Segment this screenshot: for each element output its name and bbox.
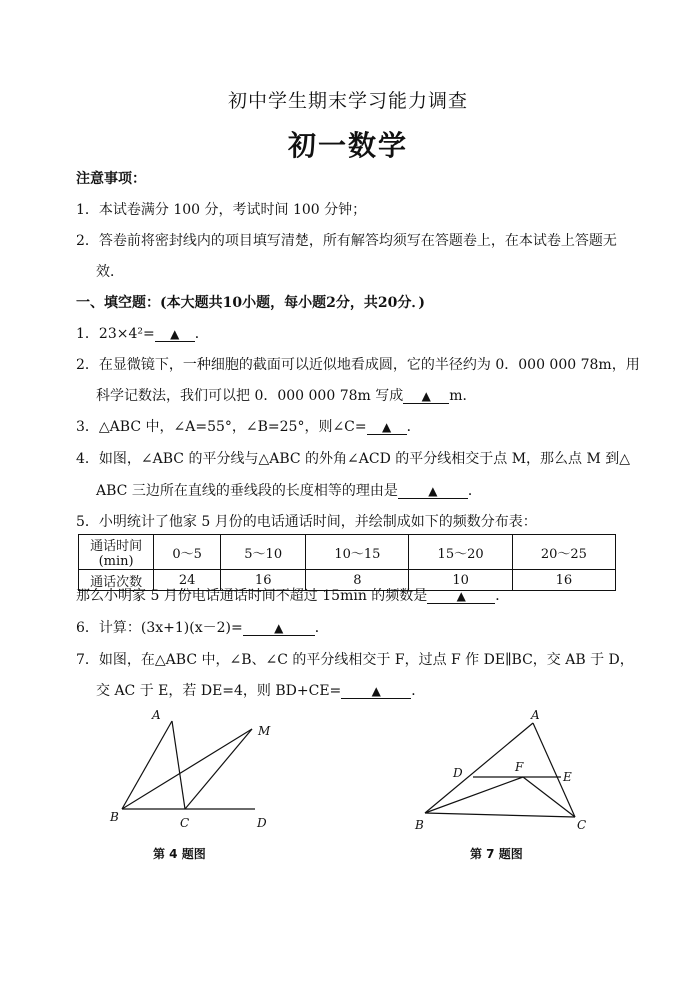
table-cell: 16 — [221, 570, 306, 591]
figure-7-caption: 第 7 题图 — [470, 847, 523, 861]
table-cell: 24 — [154, 570, 221, 591]
table-cell: 15～20 — [409, 535, 512, 570]
label-a: A — [152, 708, 161, 722]
question-4-end: ． — [467, 483, 482, 499]
question-6-end: ． — [314, 620, 329, 636]
question-6-text: 6．计算：(3x+1)(x－2)= — [76, 620, 243, 636]
label-m: M — [258, 724, 271, 738]
triangle-marker-icon: ▲ — [170, 327, 180, 341]
answer-blank-3 — [367, 420, 407, 435]
question-2-line-1: 2．在显微镜下，一种细胞的截面可以近似地看成圆，它的半径约为 0．000 000 78m，用 — [76, 357, 640, 373]
table-row — [79, 535, 616, 570]
label-a: A — [531, 708, 540, 722]
frequency-table — [78, 534, 616, 591]
question-6 — [76, 617, 329, 637]
notice-item-2-cont: 效． — [96, 264, 124, 280]
answer-blank-2 — [403, 389, 449, 404]
question-4-line-2 — [96, 480, 482, 500]
table-cell: 通话时间(min) — [79, 535, 154, 570]
question-4-text: ABC 三边所在直线的垂线段的长度相等的理由是 — [96, 483, 398, 499]
notice-item-1: 1．本试卷满分 100 分，考试时间 100 分钟； — [76, 202, 367, 218]
question-2-end: m． — [449, 388, 477, 404]
label-e: E — [563, 770, 572, 784]
label-b: B — [415, 818, 424, 832]
triangle-marker-icon: ▲ — [382, 420, 392, 434]
question-3 — [76, 416, 421, 436]
label-d: D — [453, 766, 463, 780]
triangle-marker-icon: ▲ — [428, 484, 438, 498]
figure-4-diagram — [100, 705, 290, 835]
triangle-marker-icon: ▲ — [421, 389, 431, 403]
question-3-end: ． — [406, 419, 421, 435]
segment-bf — [425, 777, 523, 813]
answer-blank-4 — [398, 484, 468, 499]
label-c: C — [180, 816, 190, 830]
question-5-line-2 — [76, 585, 509, 605]
segment-bm — [122, 729, 252, 809]
table-cell: 20～25 — [512, 535, 615, 570]
segment-ab — [122, 721, 172, 809]
label-d: D — [257, 816, 267, 830]
question-2-text: 科学记数法，我们可以把 0．000 000 78m 写成 — [96, 388, 404, 404]
exam-title: 初一数学 — [287, 129, 408, 162]
question-7-text: 交 AC 于 E，若 DE=4，则 BD+CE= — [96, 683, 342, 699]
segment-ac — [172, 721, 185, 809]
question-7-end: ． — [411, 683, 426, 699]
answer-blank-1 — [155, 327, 195, 342]
question-1 — [76, 323, 209, 343]
question-5-line-1: 5．小明统计了他家 5 月份的电话通话时间，并绘制成如下的频数分布表： — [76, 514, 537, 530]
question-4-line-1: 4．如图，∠ABC 的平分线与△ABC 的外角∠ACD 的平分线相交于点 M，那么点 M 到△ — [76, 451, 631, 467]
question-7-line-1: 7．如图，在△ABC 中，∠B、∠C 的平分线相交于 F，过点 F 作 DE∥BC，交 AB 于 D， — [76, 652, 634, 668]
figure-4-caption: 第 4 题图 — [153, 847, 206, 861]
figure-7-diagram — [405, 705, 605, 840]
label-b: B — [110, 810, 119, 824]
segment-cm — [185, 729, 252, 809]
exam-subtitle: 初中学生期末学习能力调查 — [227, 90, 468, 112]
answer-blank-7 — [341, 684, 411, 699]
triangle-marker-icon: ▲ — [456, 589, 466, 603]
triangle-marker-icon: ▲ — [371, 684, 381, 698]
label-c: C — [577, 818, 587, 832]
question-5-end: ． — [495, 588, 510, 604]
table-cell: 通话次数 — [79, 570, 154, 591]
table-cell: 8 — [306, 570, 409, 591]
notice-item-2: 2．答卷前将密封线内的项目填写清楚，所有解答均须写在答题卷上，在本试卷上答题无 — [76, 233, 617, 249]
question-3-text: 3．△ABC 中，∠A=55°，∠B=25°，则∠C= — [76, 419, 367, 435]
table-cell: 10 — [409, 570, 512, 591]
question-5-text: 那么小明家 5 月份电话通话时间不超过 15min 的频数是 — [76, 588, 428, 604]
answer-blank-6 — [243, 621, 315, 636]
table-cell: 10～15 — [306, 535, 409, 570]
table-cell: 16 — [512, 570, 615, 591]
question-2-line-2 — [96, 385, 477, 405]
question-1-end: ． — [194, 326, 209, 342]
segment-bc — [425, 813, 575, 817]
section-heading: 一、填空题：(本大题共10小题，每小题2分，共20分．) — [76, 295, 425, 311]
notice-heading: 注意事项： — [76, 171, 146, 187]
label-f: F — [515, 760, 524, 774]
answer-blank-5 — [427, 589, 495, 604]
triangle-marker-icon: ▲ — [274, 621, 284, 635]
question-7-line-2 — [96, 680, 425, 700]
table-cell: 0～5 — [154, 535, 221, 570]
table-cell: 5～10 — [221, 535, 306, 570]
question-1-text: 1．23×4²= — [76, 326, 155, 342]
